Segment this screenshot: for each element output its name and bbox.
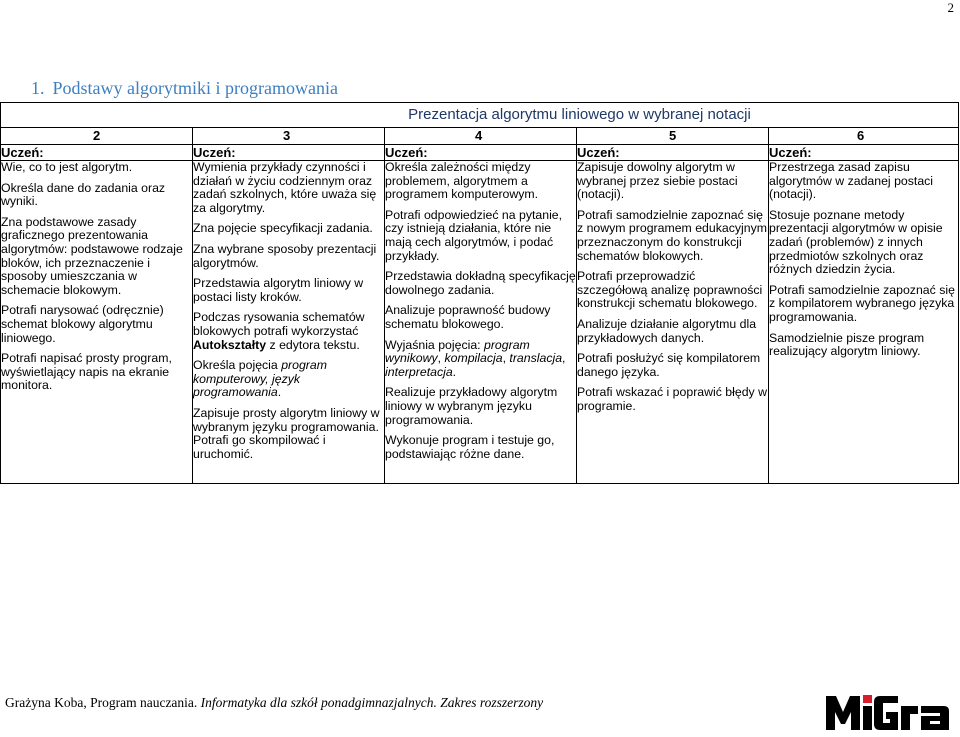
footer-citation [5,695,543,711]
grade-cell [769,128,959,145]
requirement: Określa zależności między problemem, algorytmem a programem komputerowym. [385,160,539,202]
requirement: Przedstawia dokładną specyfikację dowolnego zadania. [385,269,576,297]
footer-book-title: Informatyka dla szkół ponadgimnazjalnych. Zakres rozszerzony [200,695,544,710]
requirement-italic: program komputerowy, język programowania [193,358,327,400]
requirement: Analizuje poprawność budowy schematu blokowego. [385,303,551,331]
section-title: Podstawy algorytmiki i programowania [52,78,338,98]
grade-cell [193,128,385,145]
requirement-text: , [437,351,442,366]
requirements-row [1,161,959,484]
requirement: Przestrzega zasad zapisu algorytmów w zadanej postaci (notacji). [769,160,934,202]
requirement: Realizuje przykładowy algorytm liniowy w wybranym języku programowania. [385,385,558,427]
footer-author: Grażyna Koba, Program nauczania. [5,695,198,710]
requirement: Analizuje działanie algorytmu dla przykładowych danych. [577,316,757,345]
requirement-text: Określa pojęcia [193,358,278,373]
requirement-text: z edytora tekstu. [269,337,360,352]
column-grade-2 [1,161,193,484]
student-header: Uczeń: [1,145,193,161]
requirement-text: . [277,385,282,400]
column-grade-5 [577,161,769,484]
grade-label: 5 [669,128,677,143]
requirement: Zapisuje dowolny algorytm w wybranej przez siebie postaci (notacji). [577,160,738,202]
page-number: 2 [947,0,954,15]
requirement [193,311,384,352]
requirement: Przedstawia algorytm liniowy w postaci listy kroków. [193,276,364,304]
section-heading [31,78,338,99]
requirement-text: Podczas rysowania schematów blokowych potrafi wykorzystać [193,310,365,338]
requirement: Potrafi odpowiedzieć na pytanie, czy istnieją działania, które nie mają cech algorytmów, i podać przykłady. [385,207,563,263]
requirement: Samodzielnie pisze program realizujący algorytm liniowy. [769,330,925,359]
requirement: Potrafi przeprowadzić szczegółową analizę poprawności konstrukcji schematu blokowego. [577,269,763,311]
requirement-italic: translacja [509,351,563,366]
requirement: Zapisuje prosty algorytm liniowy w wybranym języku programowania. Potrafi go skompilować i uruchomić. [193,405,380,461]
requirement: Potrafi wskazać i poprawić błędy w programie. [577,385,767,413]
requirement: Potrafi posłużyć się kompilatorem danego języka. [577,351,761,379]
table-title-cell [1,103,959,128]
student-header-row [1,145,959,161]
requirement-text: Wyjaśnia pojęcia: [385,337,481,352]
requirements-table [0,102,959,484]
grade-cell [1,128,193,145]
grade-label: 6 [857,128,865,143]
requirement: Zna wybrane sposoby prezentacji algorytmów. [193,241,377,270]
requirement: Potrafi samodzielnie zapoznać się z nowym programem edukacyjnym przeznaczonym do konstrukcji schematów blokowych. [577,207,767,263]
migra-logo [824,688,952,732]
table-title: Prezentacja algorytmu liniowego w wybranej notacji [408,106,751,123]
requirement [385,339,576,380]
requirement-text: . [452,364,457,379]
requirement-italic: program wynikowy [385,337,530,366]
requirement-italic: kompilacja [444,351,503,366]
requirement: Wykonuje program i testuje go, podstawiając różne dane. [385,433,555,461]
section-number: 1. [31,78,45,98]
requirement: Potrafi napisać prosty program, wyświetlający napis na ekranie monitora. [1,351,172,393]
student-header: Uczeń: [385,145,577,161]
student-header: Uczeń: [769,145,959,161]
requirement-text: , [502,351,506,366]
grade-cell [577,128,769,145]
requirement: Wymienia przykłady czynności i działań w życiu codziennym oraz zadań szkolnych, które uważa się za algorytmy. [193,160,377,215]
requirement [193,359,384,400]
requirement: Potrafi narysować (odręcznie) schemat blokowy algorytmu liniowego. [1,303,164,345]
requirement: Wie, co to jest algorytm. [1,160,133,174]
student-header: Uczeń: [193,145,385,161]
requirement: Określa dane do zadania oraz wyniki. [1,180,166,209]
column-grade-3 [193,161,385,484]
grade-label: 2 [93,128,101,143]
requirement: Potrafi samodzielnie zapoznać się z kompilatorem wybranego języka programowania. [769,282,955,324]
grade-label: 3 [283,128,291,143]
grade-levels-row [1,128,959,145]
grade-label: 4 [475,128,483,143]
column-grade-6 [769,161,959,484]
requirement: Zna podstawowe zasady graficznego prezentowania algorytmów: podstawowe rodzaje bloków, ich przeznaczenie i sposoby umieszczania w schemacie blokowym. [1,214,183,297]
requirement-italic: interpretacja [385,364,453,379]
requirement: Stosuje poznane metody prezentacji algorytmów w opisie zadań (problemów) z innych przedmiotów szkolnych oraz różnych dziedzin życia. [769,207,943,277]
requirement-text: , [562,351,566,366]
column-grade-4 [385,161,577,484]
student-header: Uczeń: [577,145,769,161]
grade-cell [385,128,577,145]
requirement-bold: Autokształty [193,337,267,352]
requirement: Zna pojęcie specyfikacji zadania. [193,221,373,236]
